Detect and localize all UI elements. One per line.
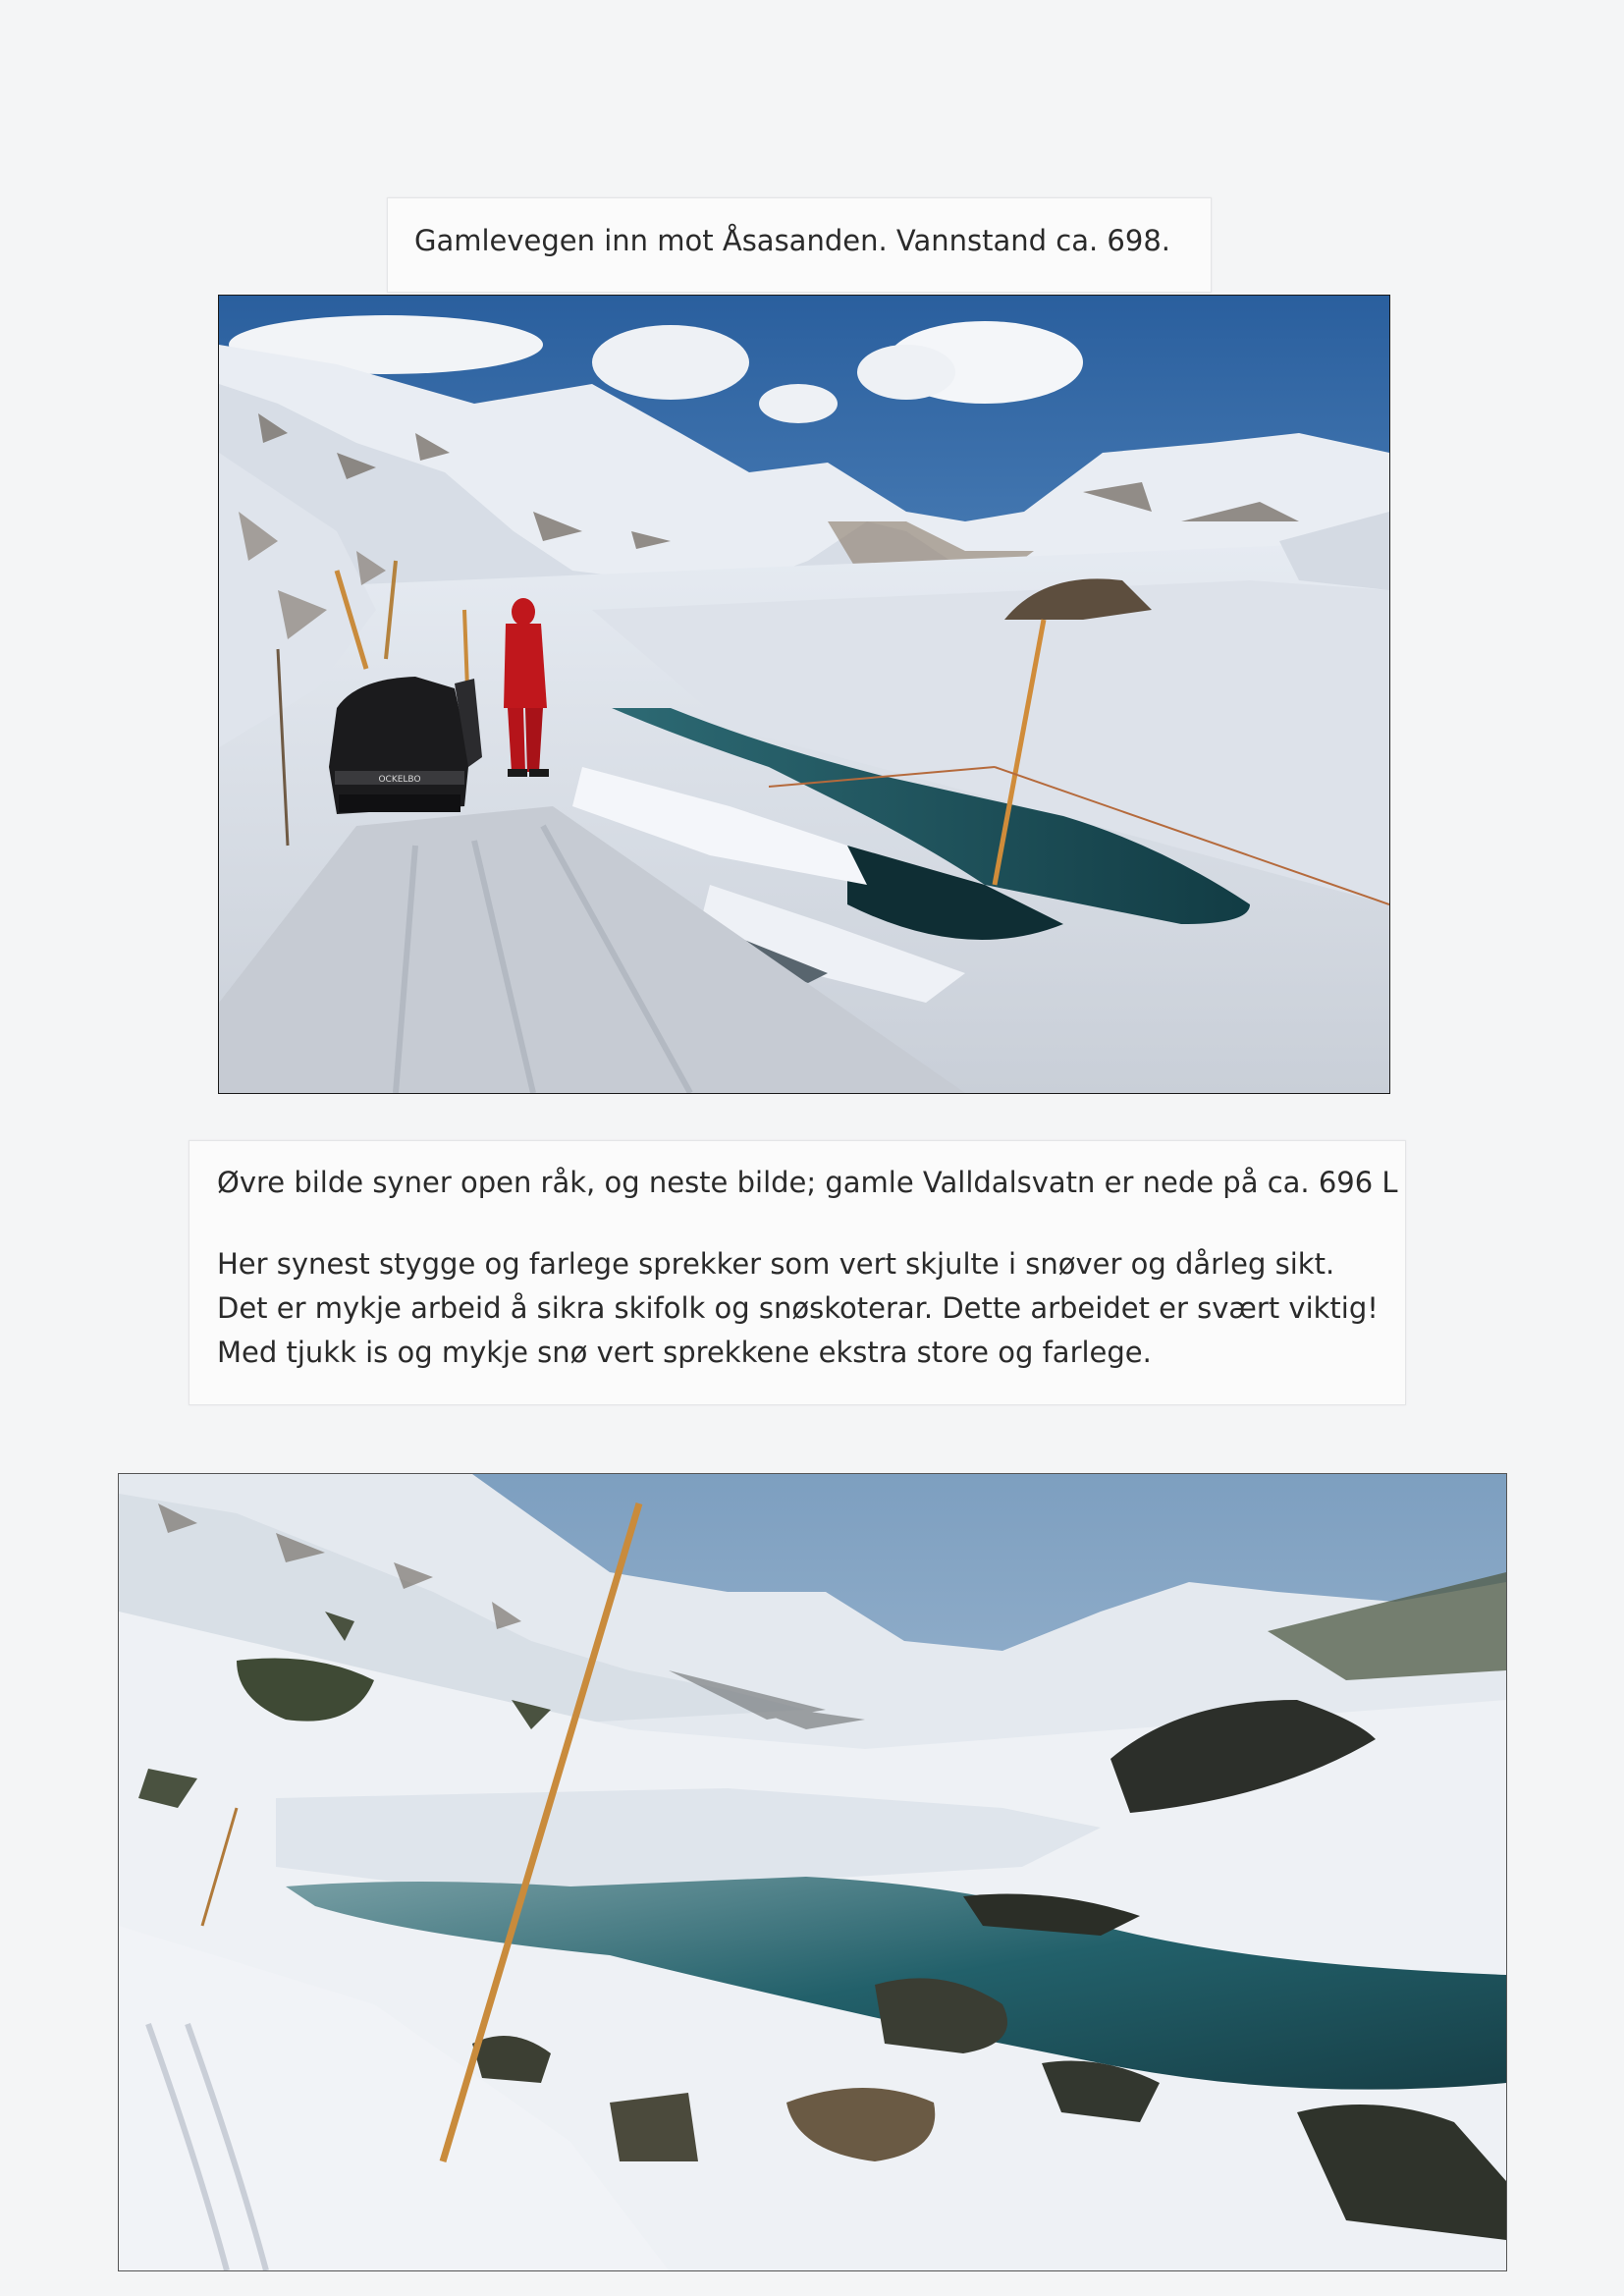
caption-middle-line-4: Med tjukk is og mykje snø vert sprekkene ekstra store og farlege. [217, 1336, 1152, 1369]
caption-middle [189, 1140, 1406, 1405]
snowmobile [329, 677, 482, 814]
caption-middle-line-1: Øvre bilde syner open råk, og neste bilde; gamle Valldalsvatn er nede på ca. 696 L [217, 1166, 1398, 1199]
caption-top [387, 197, 1212, 293]
caption-middle-line-2: Her synest stygge og farlege sprekker som vert skjulte i snøver og dårleg sikt. [217, 1247, 1335, 1281]
snowmobile-lettering: OCKELBO [378, 775, 421, 785]
caption-middle-line-3: Det er mykje arbeid å sikra skifolk og snøskoterar. Dette arbeidet er svært viktig! [217, 1291, 1379, 1325]
caption-top-text: Gamlevegen inn mot Åsasanden. Vannstand ca. 698. [414, 224, 1171, 257]
photo-snowmobile-trail [219, 296, 1389, 1093]
photo-valldalsvatn-image [119, 1474, 1506, 2270]
photo-snowmobile-trail-image [219, 296, 1389, 1093]
photo-valldalsvatn [119, 1474, 1506, 2270]
